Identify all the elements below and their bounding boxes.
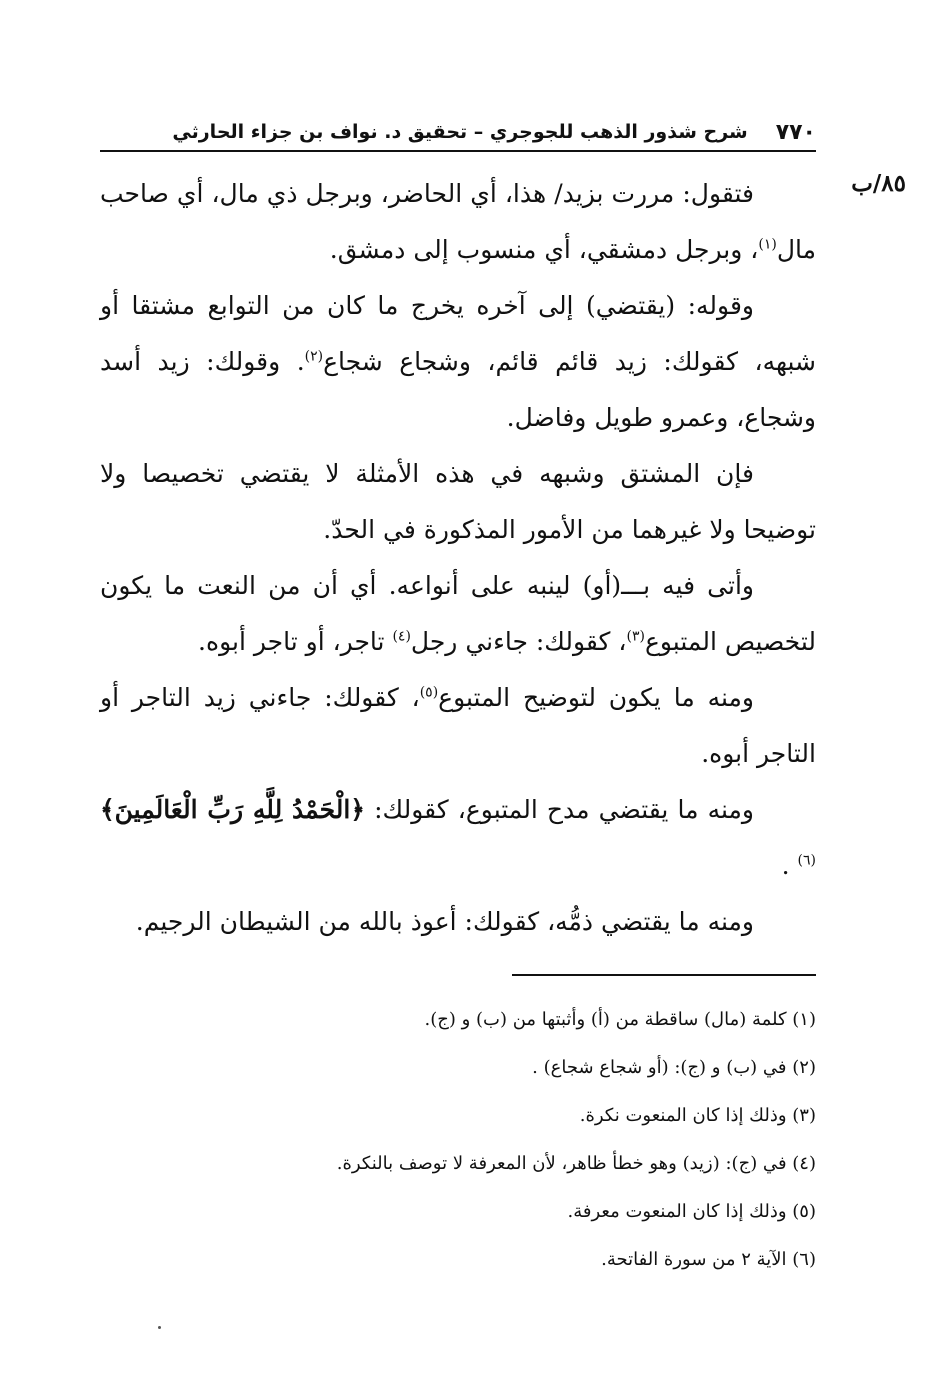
paragraph-7: ومنه ما يقتضي ذمُّه، كقولك: أعوذ بالله من الشيطان الرجيم. bbox=[135, 907, 754, 936]
quranic-verse: ﴿الْحَمْدُ لِلَّهِ رَبِّ الْعَالَمِينَ﴾ bbox=[100, 795, 365, 824]
paragraph-4-text-end: تاجر، أو تاجر أبوه. bbox=[198, 627, 393, 656]
footnote-6: (٦) الآية ٢ من سورة الفاتحة. bbox=[601, 1249, 816, 1270]
paragraph-6 bbox=[100, 782, 816, 894]
scan-speck bbox=[158, 1326, 161, 1329]
paragraph-4-text: وأتى فيه بـــ(أو) لينبه على أنواعه. أي أن من النعت ما يكون لتخصيص المتبوع bbox=[100, 571, 816, 656]
footnote-ref-4: (٤) bbox=[392, 628, 411, 645]
main-text bbox=[100, 166, 816, 950]
footnote-5: (٥) وذلك إذا كان المنعوت معرفة. bbox=[567, 1201, 816, 1222]
paragraph-1-text: فتقول: مررت بزيد/ هذا، أي الحاضر، وبرجل ذي مال، أي صاحب مال bbox=[100, 179, 816, 264]
paragraph-2 bbox=[100, 278, 816, 446]
footnote-ref-1: (١) bbox=[758, 236, 777, 253]
footnote-separator bbox=[512, 974, 816, 976]
paragraph-1 bbox=[100, 166, 816, 278]
paragraph-3: فإن المشتق وشبهه في هذه الأمثلة لا يقتضي تخصيصا ولا توضيحا ولا غيرهما من الأمور المذكورة في الحدّ. bbox=[100, 459, 816, 544]
page-number: ٧٧٠ bbox=[775, 119, 816, 145]
paragraph-4 bbox=[100, 558, 816, 670]
paragraph-1-text-cont: ، وبرجل دمشقي، أي منسوب إلى دمشق. bbox=[329, 235, 759, 264]
header-title: شرح شذور الذهب للجوجري – تحقيق د. نواف بن جزاء الحارثي bbox=[172, 121, 748, 143]
paragraph-6-text: ومنه ما يقتضي مدح المتبوع، كقولك: bbox=[364, 795, 754, 824]
paragraph-2-text: وقوله: (يقتضي) إلى آخره يخرج ما كان من التوابع مشتقا أو شبهه، كقولك: زيد قائم قائم، وشجاع شجاع bbox=[100, 291, 816, 376]
paragraph-5-text-cont: ، كقولك: جاءني زيد التاجر أو التاجر أبوه. bbox=[100, 683, 816, 768]
paragraph-5-text: ومنه ما يكون لتوضيح المتبوع bbox=[438, 683, 754, 712]
footnote-2: (٢) في (ب) و (ج): (أو شجاع شجاع) . bbox=[532, 1057, 816, 1078]
paragraph-4-text-cont: ، كقولك: جاءني رجل bbox=[410, 627, 627, 656]
paragraph-6-text-end: . bbox=[781, 851, 798, 880]
footnote-ref-5: (٥) bbox=[419, 684, 439, 701]
footnote-1: (١) كلمة (مال) ساقطة من (أ) وأثبتها من (ب) و (ج). bbox=[424, 1009, 816, 1030]
footnote-ref-6: (٦) bbox=[797, 852, 816, 869]
manuscript-folio-marker: ٨٥/ب bbox=[851, 170, 906, 197]
footnotes bbox=[100, 996, 816, 1284]
footnote-ref-3: (٣) bbox=[626, 628, 645, 645]
footnote-4: (٤) في (ج): (زيد) وهو خطأ ظاهر، لأن المعرفة لا توصف بالنكرة. bbox=[336, 1153, 816, 1174]
paragraph-2-text-cont: . وقولك: زيد أسد وشجاع، وعمرو طويل وفاضل. bbox=[100, 347, 816, 432]
footnote-ref-2: (٢) bbox=[304, 348, 324, 365]
paragraph-5 bbox=[100, 670, 816, 782]
running-header bbox=[100, 114, 816, 152]
footnote-3: (٣) وذلك إذا كان المنعوت نكرة. bbox=[579, 1105, 816, 1126]
